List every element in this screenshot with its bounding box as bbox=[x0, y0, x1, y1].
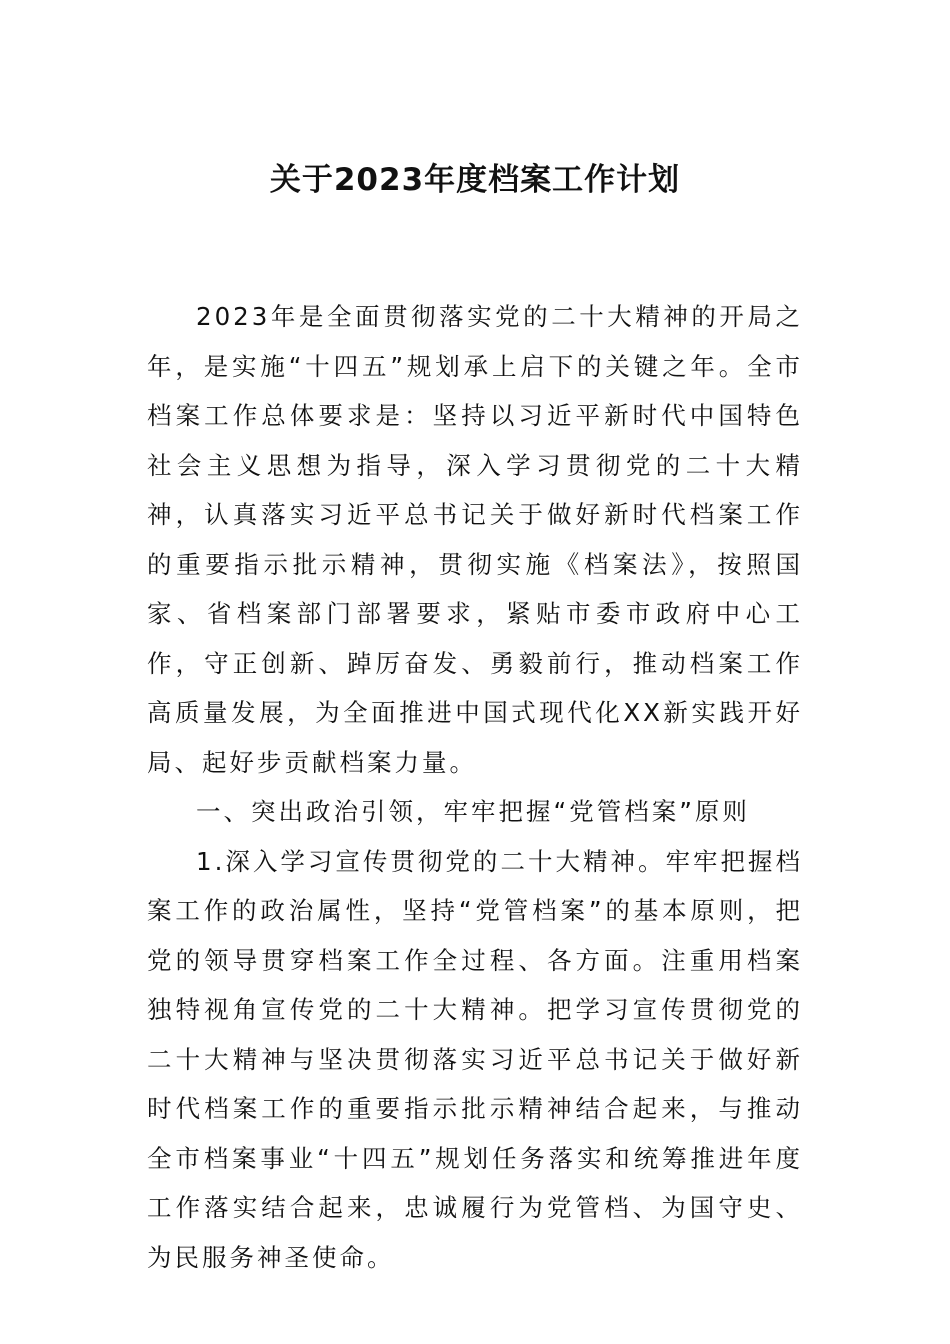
section-heading-1: 一、突出政治引领，牢牢把握“党管档案”原则 bbox=[196, 797, 750, 826]
paragraph-intro: 2023年是全面贯彻落实党的二十大精神的开局之年，是实施“十四五”规划承上启下的关键之年。全市档案工作总体要求是：坚持以习近平新时代中国特色社会主义思想为指导，深入学习贯彻党的二十大精神，认真落实习近平总书记关于做好新时代档案工作的重要指示批示精神，贯彻实施《档案法》，按照国家、省档案部门部署要求，紧贴市委市政府中心工作，守正创新、踔厉奋发、勇毅前行，推动档案工作高质量发展，为全面推进中国式现代化XX新实践开好局、起好步贡献档案力量。 bbox=[147, 302, 803, 777]
document-body bbox=[147, 292, 803, 1282]
document-title: 关于2023年度档案工作计划 bbox=[269, 162, 681, 198]
paragraph-item-1: 1.深入学习宣传贯彻党的二十大精神。牢牢把握档案工作的政治属性，坚持“党管档案”的基本原则，把党的领导贯穿档案工作全过程、各方面。注重用档案独特视角宣传党的二十大精神。把学习宣传贯彻党的二十大精神与坚决贯彻落实习近平总书记关于做好新时代档案工作的重要指示批示精神结合起来，与推动全市档案事业“十四五”规划任务落实和统筹推进年度工作落实结合起来，忠诚履行为党管档、为国守史、为民服务神圣使命。 bbox=[147, 846, 803, 1272]
